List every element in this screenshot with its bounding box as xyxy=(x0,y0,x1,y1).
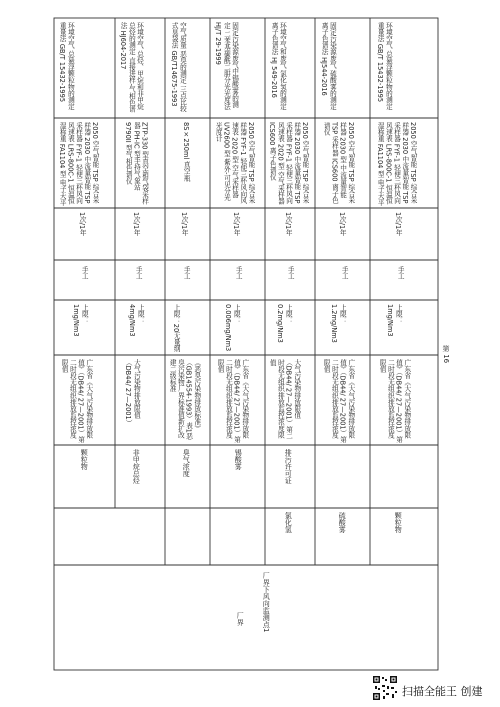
row6-mode: 手工 xyxy=(340,266,349,280)
row6-frequency: 1次/1年 xyxy=(338,212,347,236)
row1-pollutant: 颗粒物 xyxy=(80,449,89,470)
page-number: 第 16 xyxy=(442,345,450,364)
row5-method: 环境空气和废气 氯化氢的测定 离子色谱法 HJ 549-2016 xyxy=(270,22,287,110)
row2-frequency: 1次/1年 xyxy=(132,212,141,236)
row5-frequency: 1次/1年 xyxy=(284,212,293,236)
row7-pollutant: 颗粒物 xyxy=(394,512,403,533)
row4-limit: 上限：0.006mg/Nm3 xyxy=(224,304,241,352)
row2-standard: 大气污染物排放限值（DB44/ 27—2001） xyxy=(124,359,141,427)
row2-instrument: ZTP-330 型真空箱气袋采样器 PH-IC 型手持气象站 9790II 型气相色谱仪 xyxy=(124,122,149,205)
row5-standard: 大气污染物排放限值（DB44/ 27—2001）第二时段无组织排放监控浓度限值 xyxy=(268,359,301,440)
row5-limit: 上限：0.2mg/Nm3 xyxy=(276,304,293,343)
section-label: 厂界 xyxy=(236,612,245,626)
scanner-watermark xyxy=(372,672,500,704)
row1-mode: 手工 xyxy=(80,266,89,280)
qr-code-icon xyxy=(372,675,398,701)
row5-pollutant: 氯化氢 xyxy=(284,512,293,533)
row4-instrument: 2050 空气智能 TSP 综合采样器 FYF-1 轻便三杯风向风速表 2020 型 空气采样器 UV2600 型 紫外-可见分光光度计 xyxy=(214,122,256,204)
row2-mode: 手工 xyxy=(134,266,143,280)
row6-method: 固定污染源废气 硫酸雾的测定 离子色谱法 HJ544-2016 xyxy=(320,22,337,110)
row5-sublabel: 排污许可证 xyxy=(284,449,293,484)
row1-method: 环境空气 总悬浮颗粒物的测定 重量法 GB/T 15432-1995 xyxy=(58,22,75,110)
row7-standard: 广东省《大气污染物排放限值》（DB44/ 27—2001）第二时段无组织排放监控浓度限值 xyxy=(378,359,411,443)
row7-limit: 上限：1mg/Nm3 xyxy=(386,304,403,337)
row1-instrument: 2050 空气智能 TSP 综合采样器 2030 中流量智能 TSP 采样器 FYF-1 轻便三杯风向风速表 LRS-800C-1 恒温恒湿称重 FA1104 型 电子天平 xyxy=(58,122,100,206)
subsection-label: 厂界下风向监测点1 xyxy=(262,572,271,633)
row4-mode: 手工 xyxy=(234,266,243,280)
row4-standard: 广东省《大气污染物排放限值》（DB44/ 27—2001）第二时段无组织排放监控浓度限值 xyxy=(216,359,249,443)
row5-instrument: 2050 空气智能 TSP 综合采样器 2030 中流量智能 TSP 采样器 FYF-1 轻便三杯风向风速表 2020 型 空气采样器 ICS600 离子色谱仪 xyxy=(268,122,310,205)
row3-pollutant: 臭气浓度 xyxy=(182,449,191,477)
row3-mode: 手工 xyxy=(182,266,191,280)
row1-frequency: 1次/1年 xyxy=(78,212,87,236)
row7-mode: 手工 xyxy=(396,266,405,280)
row3-frequency: 1次/1年 xyxy=(180,212,189,236)
row2-method: 环境空气 总烃、甲烷和非甲烷总烃的测定 直接进样-气相色谱法 HJ604-2017 xyxy=(119,22,144,113)
row7-frequency: 1次/1年 xyxy=(394,212,403,236)
row3-instrument: 8S×250ml 真空瓶 xyxy=(182,122,191,182)
scanner-watermark-text: 扫描全能王 创建 xyxy=(402,685,483,698)
row3-standard: 《恶臭污染物排放标准》（GB14554-1993）表1恶臭污染物厂界标准值新扩改建二级标准 xyxy=(168,359,201,440)
row2-pollutant: 非甲烷总烃 xyxy=(132,449,141,484)
row6-instrument: 2050 空气智能 TSP 综合采样器 2030 型 中流量智能 TSP 采样器 ICS600 离子色谱仪 xyxy=(322,122,355,204)
row4-frequency: 1次/1年 xyxy=(232,212,241,236)
row6-limit: 上限：1.2mg/Nm3 xyxy=(330,304,347,343)
row3-limit: 上限：20无量纲 xyxy=(172,304,181,352)
row1-limit: 上限：1mg/Nm3 xyxy=(72,304,89,337)
row3-method: 空气质量 恶臭的测定 三点比较式臭袋法 GB/T14675-1993 xyxy=(170,22,187,112)
row6-standard: 广东省《大气污染物排放限值》（DB44/ 27—2001）第二时段无组织排放监控浓度限值 xyxy=(322,359,355,443)
row4-pollutant: 锡酸雾 xyxy=(234,449,243,470)
row5-mode: 手工 xyxy=(286,266,295,280)
row7-instrument: 2050 空气智能 TSP 综合采样器 2030 中流量智能 TSP 采样器 FYF-1 轻便三杯风向风速表 LRS-800C-1 恒温恒湿称重 FA1104 型 电子天平 xyxy=(376,122,418,206)
row6-pollutant: 硫酸雾 xyxy=(338,512,347,533)
row4-method: 固定污染源废气中锡酸雾的测定 二苯基碳酰二肼分光光度法 HJ/T 29-1999 xyxy=(214,22,239,110)
row7-method: 环境空气 总悬浮颗粒物的测定 重量法 GB/T 15432-1995 xyxy=(376,22,393,110)
row1-standard: 广东省《大气污染物排放限值》（DB44/ 27—2001）第二时段无组织排放监控浓度限值 xyxy=(60,359,93,443)
row2-limit: 上限：4mg/Nm3 xyxy=(128,304,145,337)
